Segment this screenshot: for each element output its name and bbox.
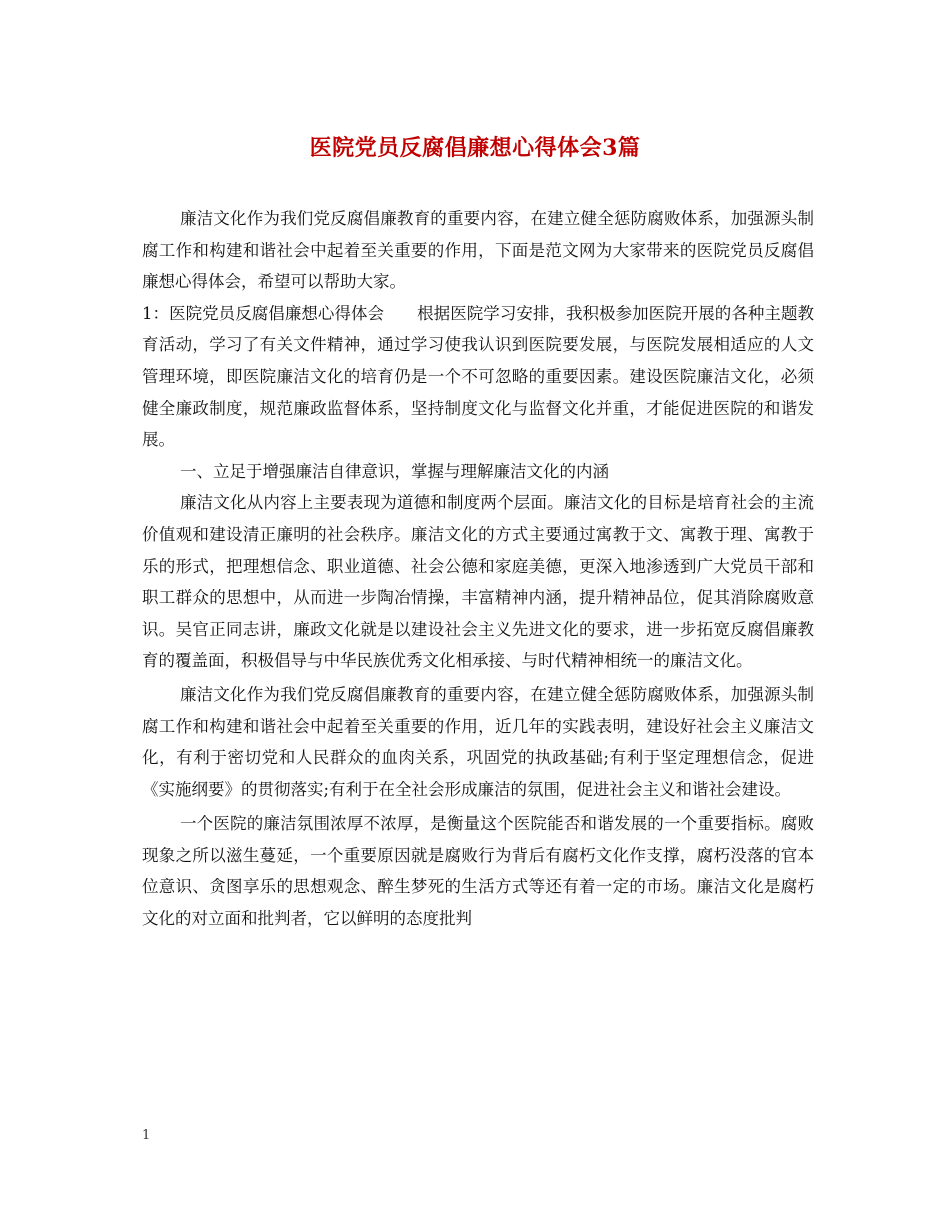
paragraph-body-2: 廉洁文化作为我们党反腐倡廉教育的重要内容，在建立健全惩防腐败体系，加强源头制腐工作和构建和谐社会中起着至关重要的作用，近几年的实践表明，建设好社会主义廉洁文化，有利于密切党和人民群众的血肉关系，巩固党的执政基础;有利于坚定理想信念，促进《实施纲要》的贯彻落实;有利于在全社会形成廉洁的氛围，促进社会主义和谐社会建设。 [142, 684, 814, 799]
paragraph-section-1: 1：医院党员反腐倡廉想心得体会 根据医院学习安排，我积极参加医院开展的各种主题教育活动，学习了有关文件精神，通过学习使我认识到医院要发展，与医院发展相适应的人文管理环境，即医院廉洁文化的培育仍是一个不可忽略的重要因素。建设医院廉洁文化，必须健全廉政制度，规范廉政监督体系，坚持制度文化与监督文化并重，才能促进医院的和谐发展。 [142, 303, 814, 450]
paragraph-body-1: 廉洁文化从内容上主要表现为道德和制度两个层面。廉洁文化的目标是培育社会的主流价值观和建设清正廉明的社会秩序。廉洁文化的方式主要通过寓教于文、寓教于理、寓教于乐的形式，把理想信念、职业道德、社会公德和家庭美德，更深入地渗透到广大党员干部和职工群众的思想中，从而进一步陶冶情操，丰富精神内涵，提升精神品位，促其消除腐败意识。吴官正同志讲，廉政文化就是以建设社会主义先进文化的要求，进一步拓宽反腐倡廉教育的覆盖面，积极倡导与中华民族优秀文化相承接、与时代精神相统一的廉洁文化。 [142, 493, 814, 671]
paragraph-body-3: 一个医院的廉洁氛围浓厚不浓厚，是衡量这个医院能否和谐发展的一个重要指标。腐败现象之所以滋生蔓延，一个重要原因就是腐败行为背后有腐朽文化作支撑，腐朽没落的官本位意识、贪图享乐的思想观念、醉生梦死的生活方式等还有着一定的市场。廉洁文化是腐朽文化的对立面和批判者，它以鲜明的态度批判 [142, 814, 814, 929]
document-title: 医院党员反腐倡廉想心得体会3篇 [309, 135, 641, 161]
paragraph-heading-1: 一、立足于增强廉洁自律意识，掌握与理解廉洁文化的内涵 [179, 461, 609, 481]
paragraph-intro: 廉洁文化作为我们党反腐倡廉教育的重要内容，在建立健全惩防腐败体系，加强源头制腐工作和构建和谐社会中起着至关重要的作用，下面是范文网为大家带来的医院党员反腐倡廉想心得体会，希望可以帮助大家。 [142, 209, 814, 292]
page-number: 1 [142, 1128, 151, 1143]
document-body [142, 203, 814, 935]
